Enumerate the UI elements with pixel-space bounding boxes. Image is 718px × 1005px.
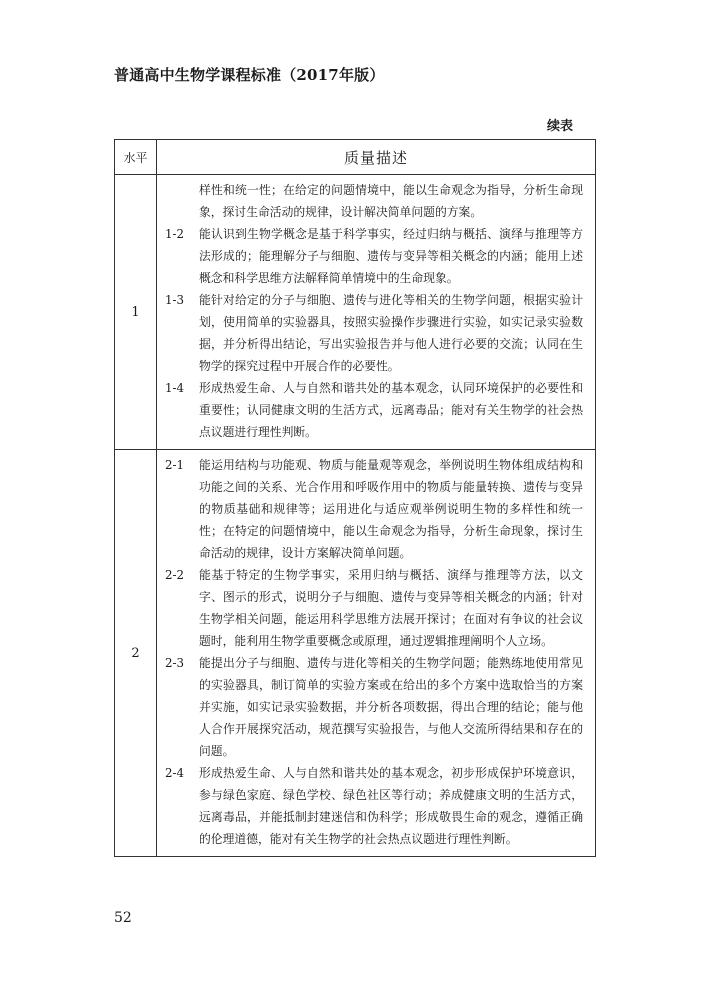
entry-text: 形成热爱生命、人与自然和谐共处的基本观念，初步形成保护环境意识，参与绿色家庭、绿色学校、绿色社区等行动；养成健康文明的生活方式，远离毒品，并能抵制封建迷信和伪科学；形成敬畏生命的观念，遵循正确的伦理道德，能对有关生物学的社会热点议题进行理性判断。 [199, 766, 583, 846]
entry-text: 能运用结构与功能观、物质与能量观等观念，举例说明生物体组成结构和功能之间的关系、光合作用和呼吸作用中的物质与能量转换、遗传与变异的物质基础和规律等；运用进化与适应观举例说明生物的多样性和统一性；在特定的问题情境中，能以生命观念为指导，分析生命现象，探讨生命活动的规律，设计方案解决简单问题。 [199, 458, 583, 560]
entry-code: 2-1 [165, 458, 184, 472]
description-entry [165, 564, 587, 652]
entry-code [165, 179, 199, 223]
entry-text: 能针对给定的分子与细胞、遗传与进化等相关的生物学问题，根据实验计划，使用简单的实验器具，按照实验操作步骤进行实验，如实记录实验数据，并分析得出结论，写出实验报告并与他人进行必要的交流；认同在生物学的探究过程中开展合作的必要性。 [199, 293, 583, 373]
entry-text: 能提出分子与细胞、遗传与进化等相关的生物学问题；能熟练地使用常见的实验器具，制订简单的实验方案或在给出的多个方案中选取恰当的方案并实施，如实记录实验数据，并分析各项数据，得出合理的结论；能与他人合作开展探究活动，规范撰写实验报告，与他人交流所得结果和存在的问题。 [199, 656, 583, 758]
table-header-row [115, 140, 596, 175]
entry-code: 1-3 [165, 293, 184, 307]
column-header-description: 质量描述 [157, 140, 596, 175]
description-cell [157, 450, 596, 857]
entry-code: 1-4 [165, 381, 184, 395]
description-entry [165, 179, 587, 223]
quality-description-table [114, 139, 596, 857]
level-cell: 2 [115, 450, 157, 857]
page-header-title: 普通高中生物学课程标准（2017年版） [114, 66, 385, 84]
level-cell: 1 [115, 175, 157, 450]
description-entry [165, 289, 587, 377]
description-entry [165, 223, 587, 289]
table-row-level-2 [115, 450, 596, 857]
page-number: 52 [114, 910, 132, 926]
description-entry [165, 377, 587, 443]
description-entry [165, 454, 587, 564]
description-entry [165, 652, 587, 762]
entry-code: 2-3 [165, 656, 184, 670]
table-continued-label: 续表 [547, 119, 574, 134]
entry-text: 能基于特定的生物学事实，采用归纳与概括、演绎与推理等方法，以文字、图示的形式，说明分子与细胞、遗传与变异等相关概念的内涵；针对生物学相关问题，能运用科学思维方法展开探讨；在面对有争议的社会议题时，能利用生物学重要概念或原理，通过逻辑推理阐明个人立场。 [199, 568, 583, 648]
description-cell [157, 175, 596, 450]
entry-code: 1-2 [165, 227, 184, 241]
column-header-level: 水平 [115, 140, 157, 175]
entry-text: 样性和统一性；在给定的问题情境中，能以生命观念为指导，分析生命现象，探讨生命活动的规律，设计解决简单问题的方案。 [199, 183, 583, 219]
entry-text: 形成热爱生命、人与自然和谐共处的基本观念，认同环境保护的必要性和重要性；认同健康文明的生活方式，远离毒品；能对有关生物学的社会热点议题进行理性判断。 [199, 381, 583, 439]
table-row-level-1 [115, 175, 596, 450]
description-entry [165, 762, 587, 850]
entry-code: 2-2 [165, 568, 184, 582]
entry-text: 能认识到生物学概念是基于科学事实，经过归纳与概括、演绎与推理等方法形成的；能理解分子与细胞、遗传与变异等相关概念的内涵；能用上述概念和科学思维方法解释简单情境中的生命现象。 [199, 227, 583, 285]
entry-code: 2-4 [165, 766, 184, 780]
